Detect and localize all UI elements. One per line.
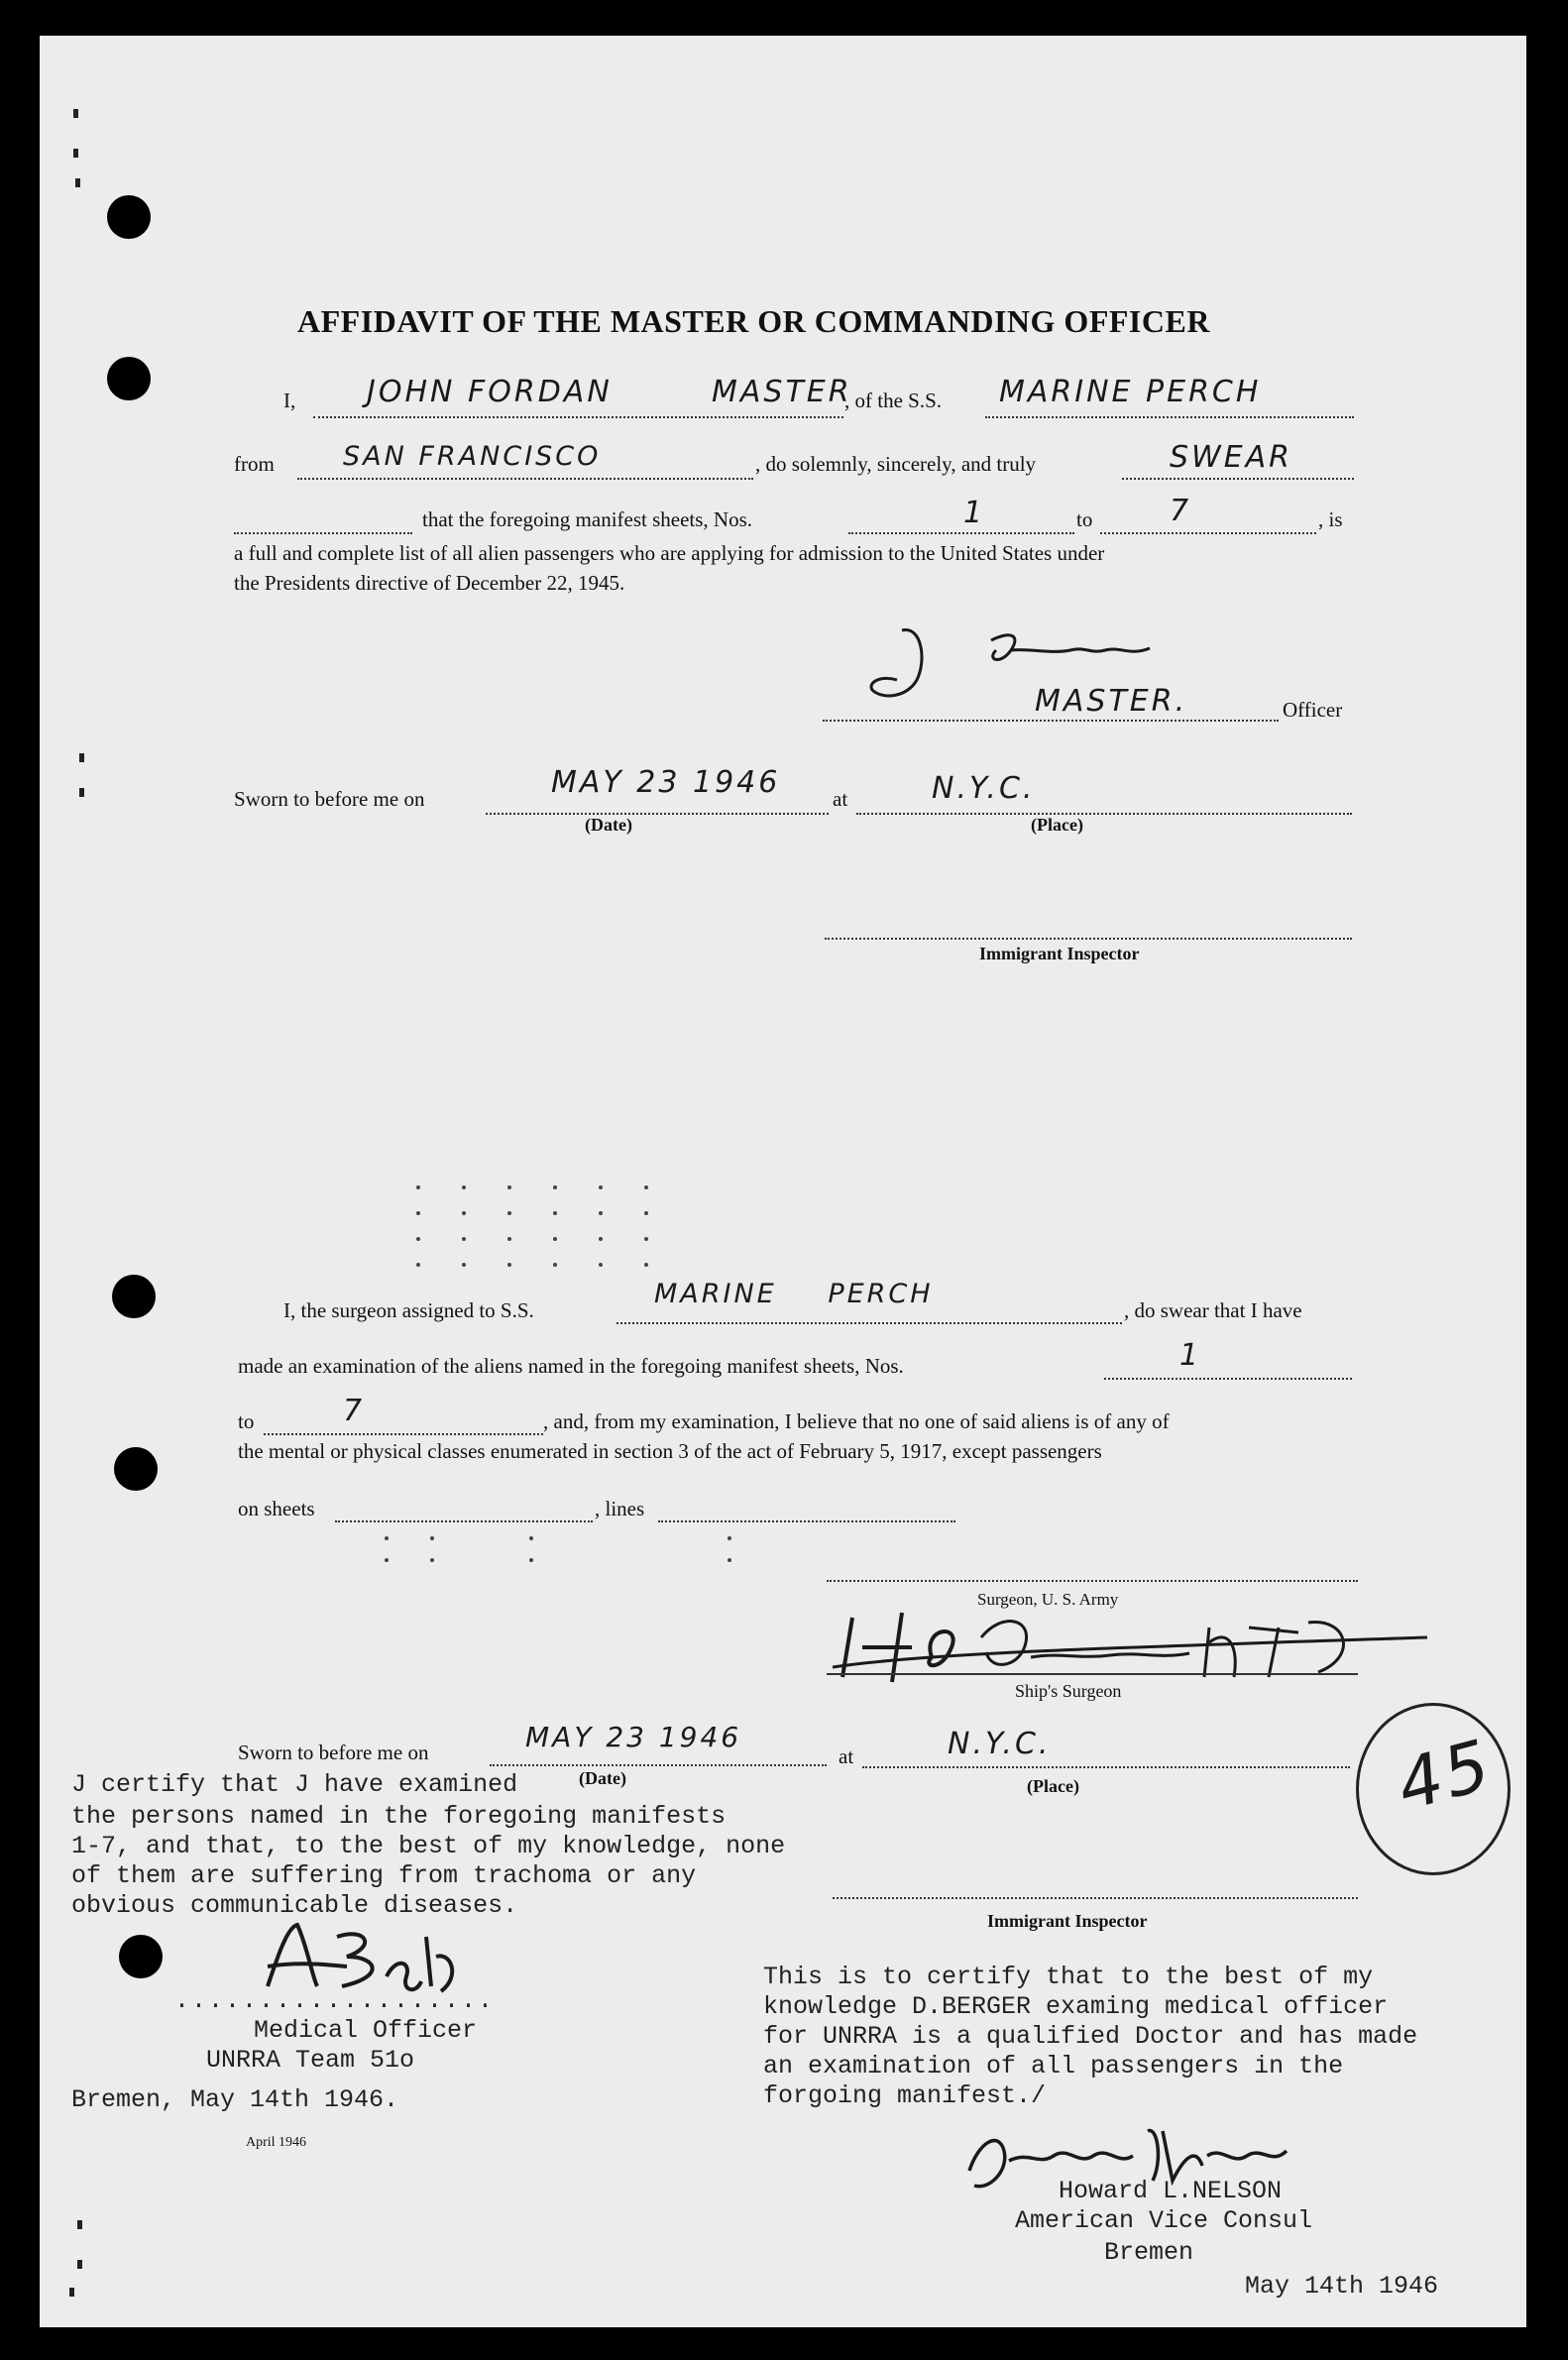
circled-number-text: 45 xyxy=(1389,1724,1502,1827)
sworn-date: MAY 23 1946 xyxy=(551,765,781,800)
lines-label: , lines xyxy=(595,1497,645,1520)
margin-mark xyxy=(73,149,78,158)
sheet-to-line xyxy=(1100,532,1316,534)
page-title: AFFIDAVIT OF THE MASTER OR COMMANDING OFFICER xyxy=(297,303,1210,339)
line5: the Presidents directive of December 22, 1945. xyxy=(234,571,625,595)
consul-cert-line: forgoing manifest./ xyxy=(763,2081,1047,2110)
army-surgeon-line xyxy=(827,1580,1358,1582)
from-place: SAN FRANCISCO xyxy=(343,441,602,472)
on-sheets-label: on sheets xyxy=(238,1497,315,1520)
margin-mark xyxy=(73,109,78,118)
medical-place-date: Bremen, May 14th 1946. xyxy=(71,2085,399,2114)
on-sheets-line xyxy=(335,1520,593,1522)
sheet-from-line xyxy=(848,532,1074,534)
to-word: to xyxy=(1076,507,1093,531)
margin-mark xyxy=(79,788,84,797)
margin-mark xyxy=(75,178,80,187)
surgeon-place-label: (Place) xyxy=(1027,1776,1079,1796)
medical-team-label: UNRRA Team 51o xyxy=(206,2046,415,2075)
place-label: (Place) xyxy=(1031,815,1083,835)
medical-cert-line: J certify that J have examined xyxy=(71,1770,518,1799)
punch-hole xyxy=(112,1275,156,1318)
line3-blank xyxy=(234,532,412,534)
punch-hole xyxy=(107,195,151,239)
margin-mark xyxy=(77,2260,82,2269)
oath-word-line xyxy=(1122,478,1354,480)
surgeon-sworn-date-line xyxy=(490,1764,827,1766)
surgeon-ship-line xyxy=(616,1322,1122,1324)
surgeon-line1-end: , do swear that I have xyxy=(1124,1298,1302,1322)
surgeon-sworn-place-line xyxy=(862,1766,1350,1768)
master-name: JOHN FORDAN xyxy=(367,375,613,409)
master-title: MASTER xyxy=(712,375,852,409)
line4: a full and complete list of all alien passengers who are applying for admission to the United States under xyxy=(234,541,1105,565)
surgeon-to-word: to xyxy=(238,1409,255,1433)
sworn-place-line xyxy=(856,813,1352,815)
inspector-signature-line xyxy=(825,938,1352,940)
consul-name: Howard L.NELSON xyxy=(1059,2177,1283,2205)
army-surgeon-label: Surgeon, U. S. Army xyxy=(977,1590,1119,1609)
medical-cert-line: obvious communicable diseases. xyxy=(71,1891,518,1920)
surgeon-sworn-place: N.Y.C. xyxy=(948,1727,1052,1761)
surgeon-inspector-label: Immigrant Inspector xyxy=(987,1911,1148,1931)
consul-title: American Vice Consul xyxy=(1015,2206,1313,2235)
medical-cert-line: the persons named in the foregoing manifests xyxy=(71,1802,727,1831)
sheet-to: 7 xyxy=(1170,494,1192,528)
surgeon-ship-name: MARINE PERCH xyxy=(654,1279,934,1309)
surgeon-sheet-from-line xyxy=(1104,1378,1352,1380)
line3-text: that the foregoing manifest sheets, Nos. xyxy=(422,507,753,531)
medical-dotted-line: ................... xyxy=(174,1986,496,2015)
surgeon-inspector-line xyxy=(833,1897,1358,1899)
surgeon-sheet-to: 7 xyxy=(343,1394,366,1428)
margin-mark xyxy=(69,2288,74,2297)
date-label: (Date) xyxy=(585,815,632,835)
surgeon-at-label: at xyxy=(839,1744,854,1768)
consul-city: Bremen xyxy=(1104,2238,1194,2267)
sheet-from: 1 xyxy=(963,496,986,530)
surgeon-sheet-to-line xyxy=(264,1433,543,1435)
line3-end: , is xyxy=(1318,507,1343,531)
ships-surgeon-line xyxy=(827,1673,1358,1675)
from-place-line xyxy=(297,478,753,480)
form-date: April 1946 xyxy=(246,2135,307,2150)
ship-name: MARINE PERCH xyxy=(999,375,1262,409)
at-label: at xyxy=(833,787,848,811)
surgeon-line2: made an examination of the aliens named in the foregoing manifest sheets, Nos. xyxy=(238,1354,904,1378)
oath-word: SWEAR xyxy=(1170,440,1293,475)
consul-date: May 14th 1946 xyxy=(1245,2272,1439,2301)
medical-cert-line: 1-7, and that, to the best of my knowledge, none xyxy=(71,1832,786,1860)
margin-mark xyxy=(77,2220,82,2229)
sworn-label: Sworn to before me on xyxy=(234,787,425,811)
inspector-label: Immigrant Inspector xyxy=(979,944,1140,963)
medical-cert-line: of them are suffering from trachoma or any xyxy=(71,1861,697,1890)
consul-cert-line: This is to certify that to the best of my xyxy=(763,1963,1374,1991)
surgeon-sworn-date: MAY 23 1946 xyxy=(525,1721,742,1753)
master-name-line xyxy=(313,416,843,418)
officer-line xyxy=(823,720,1279,722)
punch-hole xyxy=(119,1935,163,1978)
margin-mark xyxy=(79,753,84,762)
consul-cert-line: for UNRRA is a qualified Doctor and has made xyxy=(763,2022,1418,2051)
surgeon-date-label: (Date) xyxy=(579,1768,626,1788)
consul-cert-line: an examination of all passengers in the xyxy=(763,2052,1344,2080)
ship-name-line xyxy=(985,416,1354,418)
officer-label: Officer xyxy=(1283,698,1343,722)
surgeon-line1-prefix: I, the surgeon assigned to S.S. xyxy=(283,1298,534,1322)
sworn-place: N.Y.C. xyxy=(932,771,1036,806)
line1-mid: , of the S.S. xyxy=(844,389,943,412)
punch-hole xyxy=(107,357,151,400)
officer-title: MASTER. xyxy=(1035,684,1188,719)
surgeon-line4: the mental or physical classes enumerated in section 3 of the act of February 5, 1917, except passengers xyxy=(238,1439,1102,1463)
from-label: from xyxy=(234,452,275,476)
lines-line xyxy=(658,1520,955,1522)
surgeon-sworn-label: Sworn to before me on xyxy=(238,1741,429,1764)
punch-hole xyxy=(114,1447,158,1491)
line1-prefix: I, xyxy=(283,389,296,412)
ships-surgeon-label: Ship's Surgeon xyxy=(1015,1681,1122,1701)
ships-surgeon-signature xyxy=(833,1598,1447,1697)
line2-mid: , do solemnly, sincerely, and truly xyxy=(755,452,1037,476)
medical-officer-label: Medical Officer xyxy=(254,2016,478,2045)
surgeon-line3-end: , and, from my examination, I believe that no one of said aliens is of any of xyxy=(543,1409,1170,1433)
sworn-date-line xyxy=(486,813,829,815)
surgeon-sheet-from: 1 xyxy=(1179,1338,1202,1373)
consul-cert-line: knowledge D.BERGER examing medical officer xyxy=(763,1992,1389,2021)
